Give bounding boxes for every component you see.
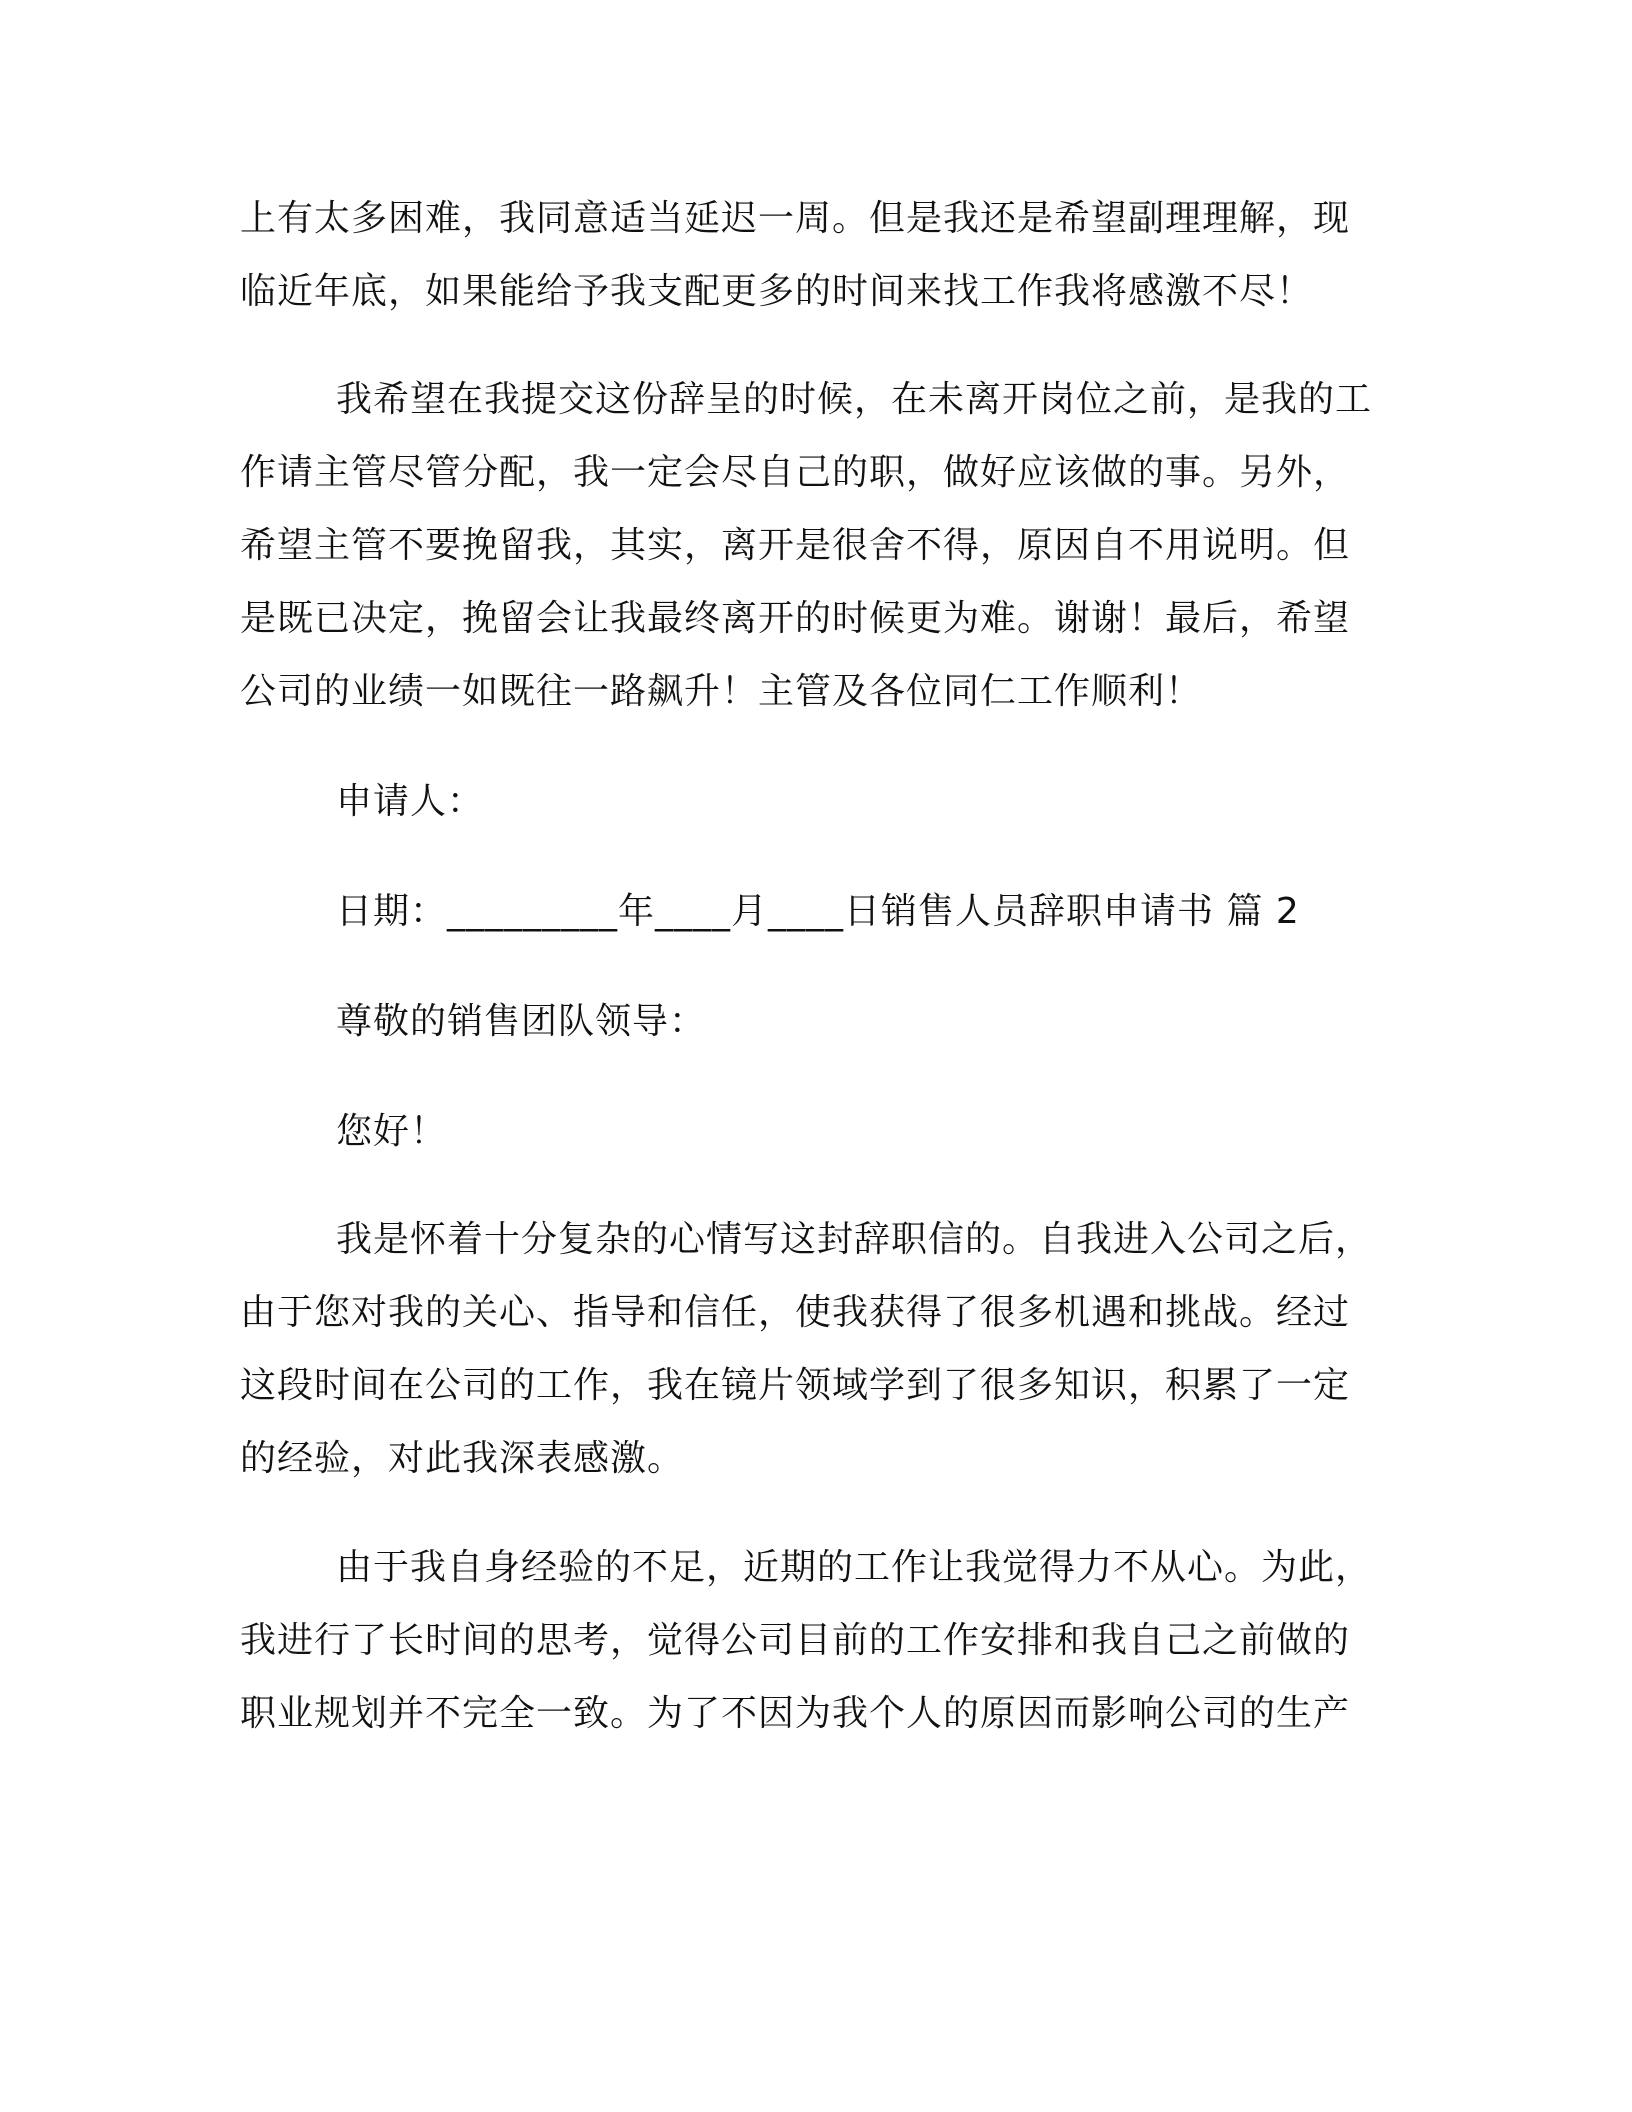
paragraph-3-line-1: 我是怀着十分复杂的心情写这封辞职信的。自我进入公司之后， [336,1219,1373,1260]
date-line: 日期：_________年____月____日销售人员辞职申请书 篇 2 [336,891,1300,932]
paragraph-4-line-3: 职业规划并不完全一致。为了不因为我个人的原因而影响公司的生产 [240,1693,1351,1734]
applicant-label: 申请人： [336,781,485,822]
paragraph-2-line-5: 公司的业绩一如既往一路飙升！主管及各位同仁工作顺利！ [240,671,1203,712]
paragraph-3-line-4: 的经验，对此我深表感激。 [240,1438,685,1479]
paragraph-1-line-2: 临近年底，如果能给予我支配更多的时间来找工作我将感激不尽！ [240,271,1314,312]
salutation: 尊敬的销售团队领导： [336,1001,707,1042]
paragraph-2-line-2: 作请主管尽管分配，我一定会尽自己的职，做好应该做的事。另外， [240,452,1351,493]
paragraph-1-line-1: 上有太多困难，我同意适当延迟一周。但是我还是希望副理理解，现 [240,198,1351,239]
paragraph-3-line-2: 由于您对我的关心、指导和信任，使我获得了很多机遇和挑战。经过 [240,1292,1351,1333]
paragraph-2-line-1: 我希望在我提交这份辞呈的时候，在未离开岗位之前，是我的工 [336,379,1373,420]
greeting: 您好！ [336,1111,448,1152]
paragraph-4-line-1: 由于我自身经验的不足，近期的工作让我觉得力不从心。为此， [336,1547,1373,1588]
paragraph-2-line-3: 希望主管不要挽留我，其实，离开是很舍不得，原因自不用说明。但 [240,525,1351,566]
paragraph-3-line-3: 这段时间在公司的工作，我在镜片领域学到了很多知识，积累了一定 [240,1365,1351,1406]
paragraph-4-line-2: 我进行了长时间的思考，觉得公司目前的工作安排和我自己之前做的 [240,1620,1351,1661]
paragraph-2-line-4: 是既已决定，挽留会让我最终离开的时候更为难。谢谢！最后，希望 [240,598,1351,639]
